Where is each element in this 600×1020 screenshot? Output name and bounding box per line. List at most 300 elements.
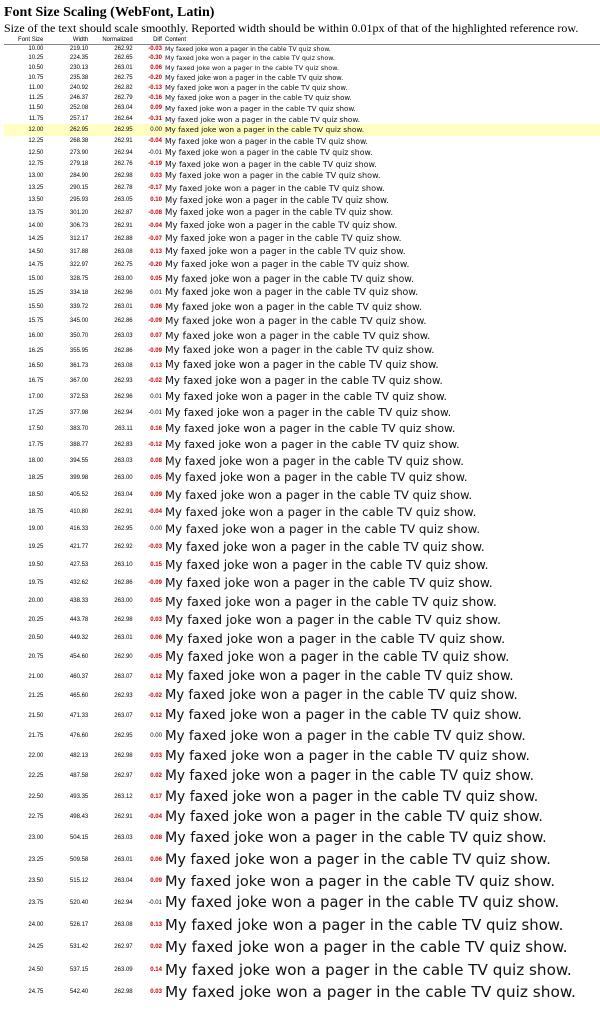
table-row [4,54,600,63]
cell-normalized: 262.83 [114,441,133,448]
cell-font-size: 19.00 [28,526,44,533]
table-row [4,103,600,114]
cell-width: 493.35 [69,793,89,800]
table-row [4,981,600,1004]
cell-font-size: 18.00 [28,458,44,465]
cell-width: 471.33 [69,712,89,719]
cell-diff: 0.03 [150,752,162,759]
cell-width: 224.35 [69,55,89,62]
header-content: Content [162,35,600,45]
cell-content: My faxed joke won a pager in the cable TV quiz show. [164,438,460,452]
cell-diff: 0.13 [150,248,162,255]
page-title: Font Size Scaling (WebFont, Latin) [4,5,215,20]
cell-content: My faxed joke won a pager in the cable TV quiz show. [164,471,468,485]
cell-normalized: 262.75 [114,262,133,269]
table-row [4,870,600,892]
cell-diff: 0.00 [133,124,162,135]
table-row [4,849,600,870]
cell-normalized: 262.86 [114,579,133,586]
cell-content: My faxed joke won a pager in the cable TV quiz show. [164,73,344,82]
cell-diff: -0.20 [148,74,162,81]
cell-diff: 0.00 [150,526,162,533]
cell-diff: -0.30 [148,55,162,62]
cell-content: My faxed joke won a pager in the cable TV quiz show. [164,83,348,92]
table-row [4,453,600,470]
cell-font-size: 24.50 [28,966,44,973]
cell-width: 301.20 [69,209,89,216]
cell-font-size: 21.00 [28,673,44,680]
cell-content: My faxed joke won a pager in the cable TV quiz show. [164,938,568,957]
cell-font-size: 17.25 [28,409,44,416]
cell-width: 279.18 [69,161,89,168]
table-row [4,629,600,648]
cell-normalized: 263.07 [114,712,133,719]
cell-diff: 0.03 [150,172,162,179]
cell-diff: -0.04 [148,138,162,145]
cell-width: 449.32 [69,635,89,642]
table-row [4,63,600,73]
cell-normalized: 263.05 [114,197,133,204]
cell-width: 394.55 [69,458,89,465]
cell-width: 504.15 [69,835,89,842]
table-row [4,610,600,629]
cell-content: My faxed joke won a pager in the cable TV quiz show. [164,273,414,285]
cell-font-size: 21.50 [28,712,44,719]
cell-normalized: 263.03 [114,458,133,465]
cell-width: 416.33 [69,526,89,533]
table-row [4,329,600,344]
cell-width: 257.17 [69,116,89,123]
cell-width: 526.17 [69,921,89,928]
cell-content: My faxed joke won a pager in the cable TV quiz show. [164,345,435,357]
table-row [4,706,600,726]
cell-content: My faxed joke won a pager in the cable TV quiz show. [164,669,514,684]
cell-diff: 0.06 [150,304,162,311]
cell-normalized: 262.86 [114,347,133,354]
cell-font-size: 19.25 [28,543,44,550]
cell-font-size: 22.25 [28,773,44,779]
cell-normalized: 262.76 [114,161,133,168]
cell-content: My faxed joke won a pager in the cable TV quiz show. [164,872,555,890]
cell-content: My faxed joke won a pager in the cable TV quiz show. [164,406,452,420]
cell-content: My faxed joke won a pager in the cable TV quiz show. [164,301,422,313]
cell-font-size: 23.50 [28,878,44,885]
cell-diff: 0.09 [150,105,162,112]
cell-normalized: 262.88 [114,235,133,242]
cell-width: 487.58 [69,773,89,779]
cell-width: 367.00 [69,378,89,385]
cell-diff: -0.16 [148,94,162,101]
cell-content: My faxed joke won a pager in the cable TV quiz show. [164,487,473,502]
cell-font-size: 16.50 [28,362,44,369]
cell-font-size: 15.00 [28,276,44,282]
cell-diff: -0.01 [148,899,162,906]
cell-width: 377.98 [69,409,89,416]
cell-content: My faxed joke won a pager in the cable TV quiz show. [164,788,539,805]
cell-content: My faxed joke won a pager in the cable TV quiz show. [164,894,560,912]
cell-content: My faxed joke won a pager in the cable TV quiz show. [164,851,551,868]
header-font-size: Font Size [4,35,43,45]
cell-content: My faxed joke won a pager in the cable TV quiz show. [164,422,456,436]
cell-content: My faxed joke won a pager in the cable TV quiz show. [164,360,439,372]
cell-font-size: 15.50 [28,304,44,311]
cell-diff: -0.02 [148,692,162,699]
cell-content: My faxed joke won a pager in the cable TV quiz show. [164,688,518,704]
cell-content: My faxed joke won a pager in the cable TV quiz show. [164,727,526,744]
cell-diff: -0.03 [148,46,162,53]
cell-width: 432.62 [69,579,89,586]
table-row [4,807,600,828]
cell-diff: 0.05 [150,276,162,282]
cell-normalized: 262.98 [114,752,133,759]
cell-normalized: 262.92 [114,543,133,550]
cell-font-size: 10.50 [28,64,44,71]
cell-font-size: 16.25 [28,347,44,354]
cell-diff: 0.13 [150,921,162,928]
cell-normalized: 262.79 [114,94,133,101]
cell-font-size: 20.25 [28,616,44,623]
cell-normalized: 263.03 [114,333,133,340]
cell-content: My faxed joke won a pager in the cable TV quiz show. [164,454,464,468]
cell-width: 339.72 [69,304,89,311]
cell-normalized: 263.00 [114,598,133,605]
table-row [4,786,600,807]
cell-normalized: 262.98 [114,616,133,623]
cell-font-size: 18.25 [28,474,44,481]
cell-width: 328.75 [69,276,89,282]
cell-width: 460.37 [69,673,89,680]
cell-diff: -0.09 [148,318,162,325]
cell-font-size: 22.00 [28,752,44,759]
table-row [4,592,600,610]
table-row [4,486,600,503]
cell-normalized: 262.96 [114,393,133,400]
cell-diff: 0.12 [150,712,162,719]
cell-diff: -0.04 [148,508,162,515]
table-row [4,726,600,746]
cell-content: My faxed joke won a pager in the cable TV quiz show. [164,830,547,847]
table-row [4,538,600,556]
cell-content: My faxed joke won a pager in the cable TV quiz show. [164,375,443,388]
cell-font-size: 20.50 [28,635,44,642]
cell-normalized: 262.91 [114,508,133,515]
cell-font-size: 10.25 [28,55,44,62]
cell-normalized: 262.95 [114,526,133,533]
cell-normalized: 263.07 [114,673,133,680]
cell-font-size: 14.25 [28,235,44,242]
cell-font-size: 10.75 [28,74,44,81]
table-row [4,503,600,520]
cell-content: My faxed joke won a pager in the cable TV quiz show. [164,539,485,554]
cell-font-size: 19.75 [28,579,44,586]
table-row [4,556,600,574]
cell-diff: -0.02 [148,378,162,385]
cell-diff: -0.08 [148,209,162,216]
table-row [4,914,600,936]
cell-normalized: 263.12 [114,793,133,800]
cell-font-size: 13.50 [28,197,44,204]
cell-font-size: 17.00 [28,393,44,400]
cell-content: My faxed joke won a pager in the cable TV quiz show. [164,612,501,628]
cell-normalized: 263.04 [114,491,133,498]
cell-width: 520.40 [69,899,89,906]
cell-diff: 0.01 [150,289,162,296]
cell-width: 334.18 [69,289,89,296]
cell-width: 542.40 [69,989,89,996]
cell-normalized: 262.86 [114,318,133,325]
cell-normalized: 262.93 [114,692,133,699]
table-row [4,194,600,206]
table-row [4,124,600,135]
cell-normalized: 262.64 [114,116,133,123]
cell-font-size: 11.75 [28,116,44,123]
cell-font-size: 24.25 [28,944,44,951]
cell-normalized: 263.10 [114,561,133,568]
cell-normalized: 262.92 [114,46,133,53]
table-row [4,469,600,486]
cell-diff: -0.20 [148,262,162,269]
cell-diff: -0.04 [148,814,162,821]
cell-width: 454.60 [69,654,89,661]
cell-diff: 0.03 [150,989,162,996]
table-row [4,828,600,849]
cell-content: My faxed joke won a pager in the cable TV quiz show. [164,159,377,169]
cell-width: 465.60 [69,692,89,699]
cell-content: My faxed joke won a pager in the cable TV quiz show. [162,124,600,135]
font-size-table [4,35,600,1004]
cell-diff: -0.19 [148,161,162,168]
cell-normalized: 263.11 [114,425,133,432]
table-row [4,746,600,766]
cell-content: My faxed joke won a pager in the cable TV quiz show. [164,809,543,826]
cell-width: 531.42 [69,944,89,951]
cell-diff: -0.01 [148,149,162,156]
table-row [4,358,600,373]
table-row [4,958,600,981]
cell-width: 372.53 [69,393,89,400]
cell-width: 427.53 [69,561,89,568]
cell-font-size: 17.50 [28,425,44,432]
cell-content: My faxed joke won a pager in the cable TV quiz show. [164,708,522,724]
cell-font-size: 15.75 [28,318,44,325]
cell-diff: 0.02 [150,944,162,951]
cell-content: My faxed joke won a pager in the cable TV quiz show. [164,54,335,62]
cell-width: 235.38 [69,74,89,81]
cell-diff: 0.06 [150,635,162,642]
cell-content: My faxed joke won a pager in the cable TV quiz show. [164,148,373,158]
cell-font-size: 21.75 [28,732,44,739]
cell-font-size: 20.75 [28,654,44,661]
cell-normalized: 263.08 [114,921,133,928]
cell-diff: 0.07 [150,333,162,340]
cell-width: 295.93 [69,197,89,204]
cell-diff: 0.16 [150,425,162,432]
cell-diff: -0.09 [148,347,162,354]
cell-width: 219.10 [69,46,89,53]
table-row [4,892,600,914]
cell-diff: 0.15 [150,561,162,568]
table-row [4,521,600,538]
table-row [4,286,600,300]
cell-width: 230.13 [69,64,89,71]
table-row [4,147,600,159]
cell-normalized: 262.97 [114,773,133,779]
cell-normalized: 263.01 [114,64,133,71]
cell-font-size: 13.00 [28,172,44,179]
cell-width: 388.77 [69,441,89,448]
cell-width: 498.43 [69,814,89,821]
cell-width: 383.70 [69,425,89,432]
cell-font-size: 14.75 [28,262,44,269]
table-row [4,45,600,54]
cell-diff: 0.06 [150,856,162,863]
cell-content: My faxed joke won a pager in the cable TV quiz show. [164,207,394,218]
cell-diff: 0.14 [150,966,162,973]
cell-font-size: 20.00 [28,598,44,605]
cell-content: My faxed joke won a pager in the cable TV quiz show. [164,593,497,609]
cell-normalized: 262.91 [114,222,133,229]
cell-normalized: 262.98 [114,172,133,179]
header-diff: Diff [133,35,162,45]
cell-content: My faxed joke won a pager in the cable TV quiz show. [164,390,448,403]
cell-content: My faxed joke won a pager in the cable TV quiz show. [164,63,340,72]
cell-width: 262.95 [43,124,88,135]
cell-font-size: 23.75 [28,899,44,906]
cell-content: My faxed joke won a pager in the cable TV quiz show. [164,45,331,53]
cell-diff: -0.01 [148,409,162,416]
cell-font-size: 12.00 [4,124,43,135]
cell-width: 537.15 [69,966,89,973]
table-row [4,182,600,194]
cell-width: 252.08 [69,105,89,112]
cell-diff: -0.12 [148,441,162,448]
cell-normalized: 262.65 [114,55,133,62]
cell-normalized: 262.97 [114,944,133,951]
cell-content: My faxed joke won a pager in the cable TV quiz show. [164,315,427,327]
cell-font-size: 15.25 [28,289,44,296]
cell-content: My faxed joke won a pager in the cable TV quiz show. [164,220,398,231]
cell-normalized: 263.08 [114,362,133,369]
table-row [4,667,600,686]
cell-diff: 0.12 [150,673,162,680]
table-row [4,93,600,103]
cell-font-size: 16.75 [28,378,44,385]
cell-width: 322.97 [69,262,89,269]
cell-width: 345.00 [69,318,89,325]
cell-content: My faxed joke won a pager in the cable TV quiz show. [164,557,489,572]
cell-normalized: 263.00 [114,474,133,481]
cell-font-size: 24.00 [28,921,44,928]
cell-width: 476.60 [69,732,89,739]
cell-width: 240.92 [69,84,89,91]
cell-normalized: 262.95 [88,124,132,135]
table-header-row [4,35,600,45]
cell-normalized: 263.01 [114,856,133,863]
cell-content: My faxed joke won a pager in the cable TV quiz show. [164,183,385,194]
cell-normalized: 263.08 [114,248,133,255]
cell-diff: 0.01 [150,393,162,400]
cell-font-size: 11.25 [28,94,44,101]
table-row [4,648,600,667]
cell-normalized: 262.93 [114,378,133,385]
cell-diff: -0.04 [148,222,162,229]
cell-normalized: 263.03 [114,835,133,842]
cell-normalized: 262.91 [114,814,133,821]
table-row [4,170,600,182]
cell-font-size: 19.50 [28,561,44,568]
cell-font-size: 12.75 [28,161,44,168]
cell-content: My faxed joke won a pager in the cable TV quiz show. [164,246,406,257]
cell-font-size: 24.75 [28,989,44,996]
cell-font-size: 14.00 [28,222,44,229]
cell-normalized: 262.98 [114,989,133,996]
table-row [4,686,600,706]
cell-normalized: 263.04 [114,878,133,885]
table-row [4,259,600,273]
cell-diff: 0.05 [150,474,162,481]
cell-diff: 0.10 [150,197,162,204]
cell-diff: 0.08 [150,458,162,465]
cell-font-size: 23.00 [28,835,44,842]
cell-diff: -0.07 [148,235,162,242]
table-row [4,405,600,421]
cell-normalized: 262.75 [114,74,133,81]
cell-font-size: 18.75 [28,508,44,515]
table-row [4,219,600,232]
cell-font-size: 14.50 [28,248,44,255]
cell-diff: -0.13 [148,84,162,91]
cell-normalized: 262.82 [114,84,133,91]
cell-normalized: 263.09 [114,966,133,973]
table-body [4,45,600,1004]
cell-font-size: 10.00 [28,46,44,53]
cell-content: My faxed joke won a pager in the cable TV quiz show. [164,747,530,764]
table-row [4,300,600,314]
cell-font-size: 21.25 [28,692,44,699]
table-row [4,766,600,786]
table-row [4,207,600,220]
table-row [4,272,600,286]
cell-font-size: 22.75 [28,814,44,821]
cell-diff: 0.09 [150,491,162,498]
cell-content: My faxed joke won a pager in the cable TV quiz show. [164,768,535,784]
cell-content: My faxed joke won a pager in the cable TV quiz show. [164,983,576,1002]
table-row [4,232,600,245]
cell-content: My faxed joke won a pager in the cable TV quiz show. [164,960,572,979]
cell-diff: -0.09 [148,579,162,586]
cell-content: My faxed joke won a pager in the cable TV quiz show. [164,93,352,102]
table-row [4,314,600,329]
cell-content: My faxed joke won a pager in the cable TV quiz show. [164,522,481,537]
cell-width: 421.77 [69,543,89,550]
cell-content: My faxed joke won a pager in the cable TV quiz show. [164,630,506,646]
cell-font-size: 18.50 [28,491,44,498]
cell-normalized: 263.01 [114,635,133,642]
cell-width: 246.37 [69,94,89,101]
cell-normalized: 262.94 [114,149,133,156]
cell-width: 355.95 [69,347,89,354]
cell-normalized: 262.90 [114,654,133,661]
cell-font-size: 23.25 [28,856,44,863]
cell-diff: 0.13 [150,362,162,369]
table-row [4,936,600,958]
table-row [4,389,600,405]
cell-width: 443.78 [69,616,89,623]
cell-font-size: 12.25 [28,138,44,145]
cell-width: 509.58 [69,856,89,863]
cell-width: 312.17 [69,235,89,242]
cell-font-size: 12.50 [28,149,44,156]
